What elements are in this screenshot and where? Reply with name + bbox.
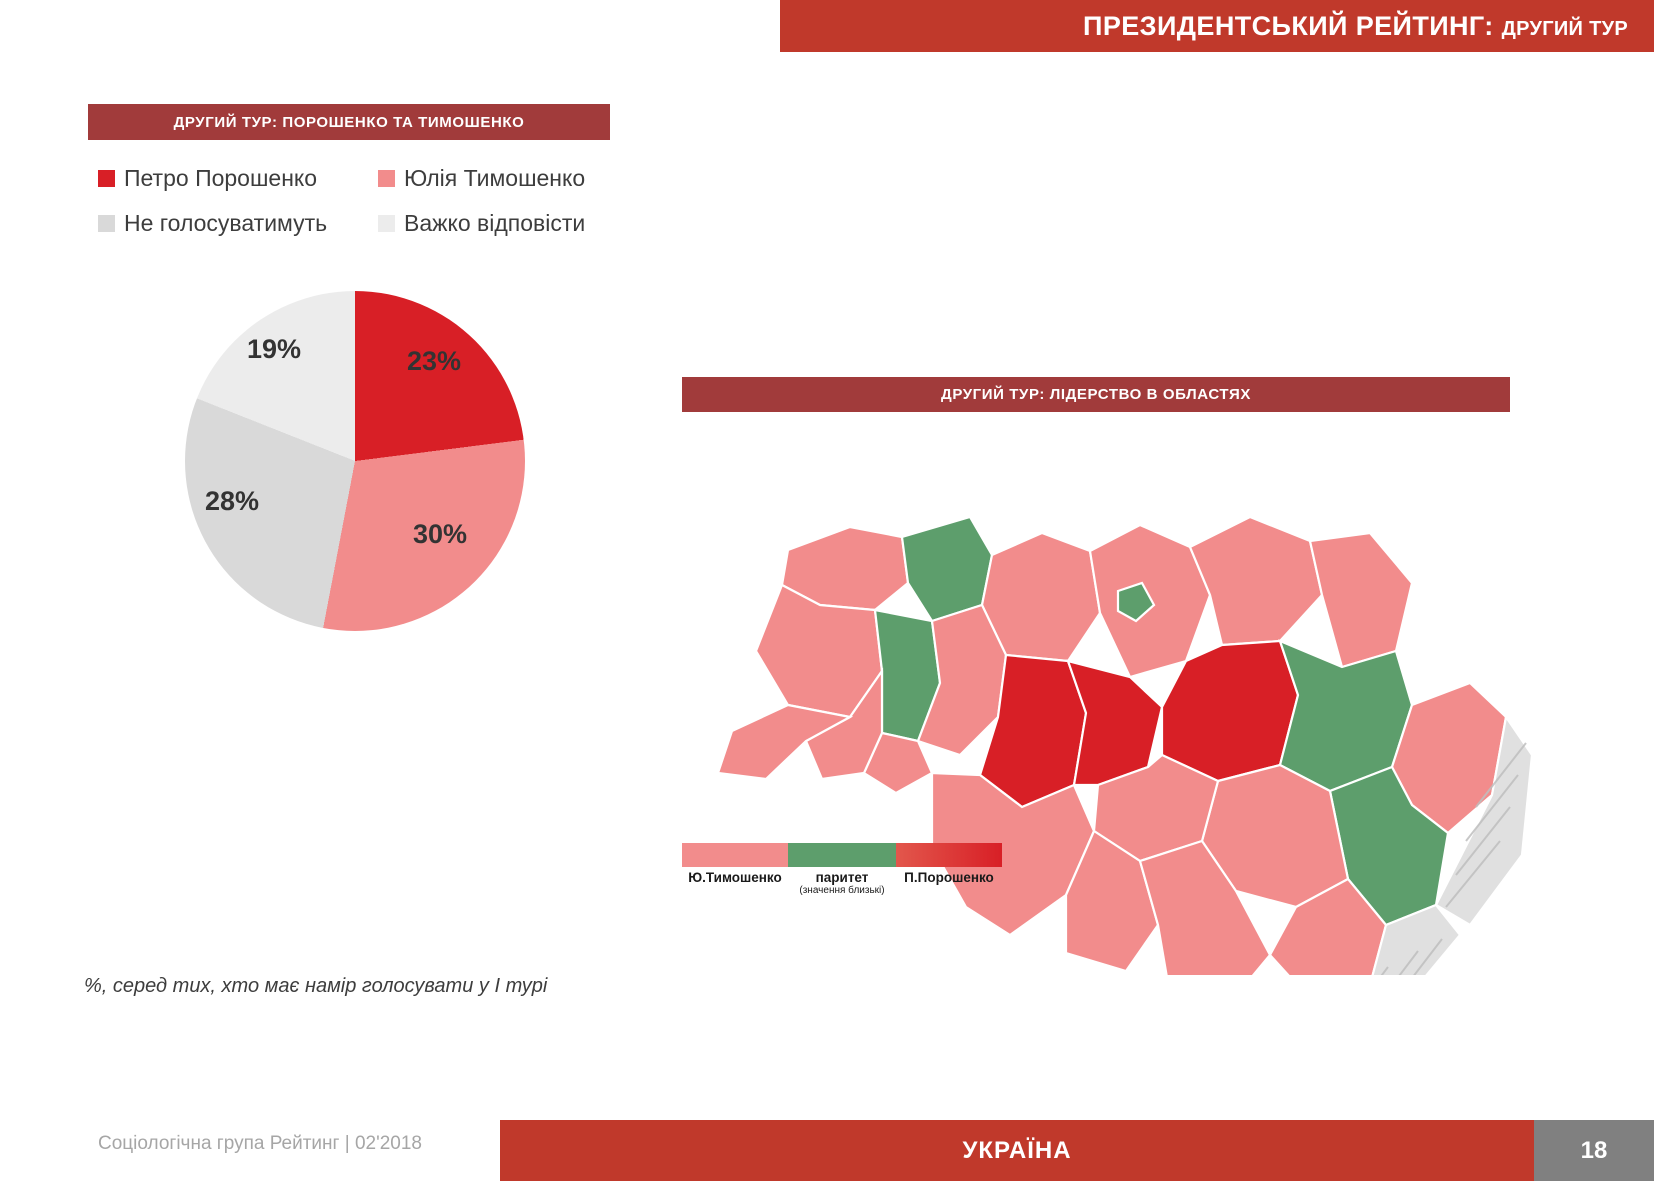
map-title: ДРУГИЙ ТУР: ЛІДЕРСТВО В ОБЛАСТЯХ	[941, 386, 1251, 403]
map-legend-label-tymoshenko: Ю.Тимошенко	[688, 870, 782, 885]
map-legend	[682, 843, 1002, 896]
legend-item-poroshenko	[98, 165, 378, 192]
chart-footnote: %, серед тих, хто має намір голосувати у I турі	[84, 975, 548, 997]
pie-chart	[185, 291, 525, 631]
legend-label-hard-to-say: Важко відповісти	[404, 210, 586, 236]
header-bar	[780, 0, 1654, 52]
pie-legend	[98, 165, 618, 237]
map-legend-bar	[682, 843, 1002, 867]
page-title-sub: ДРУГИЙ ТУР	[1501, 17, 1628, 40]
page-title	[1083, 11, 1628, 42]
map-legend-label-poroshenko: П.Порошенко	[904, 870, 994, 885]
footer-page-box	[1534, 1120, 1654, 1181]
page-title-main: ПРЕЗИДЕНТСЬКИЙ РЕЙТИНГ:	[1083, 10, 1494, 41]
legend-swatch-tymoshenko	[378, 170, 395, 187]
legend-label-poroshenko: Петро Порошенко	[124, 165, 318, 191]
legend-swatch-poroshenko	[98, 170, 115, 187]
map-title-bar	[682, 377, 1510, 412]
map-legend-swatch-tymoshenko	[682, 843, 788, 867]
map-legend-label-parity-sub: (значення близькі)	[799, 885, 885, 896]
footer-source: Соціологічна група Рейтинг | 02'2018	[98, 1133, 422, 1154]
legend-item-not-voting	[98, 210, 378, 237]
pie-chart-title: ДРУГИЙ ТУР: ПОРОШЕНКО ТА ТИМОШЕНКО	[173, 113, 525, 131]
footer-country: УКРАЇНА	[962, 1136, 1072, 1164]
legend-item-tymoshenko	[378, 165, 618, 192]
ukraine-map	[670, 455, 1550, 975]
legend-label-tymoshenko: Юлія Тимошенко	[404, 165, 586, 191]
footer-bar	[500, 1120, 1534, 1181]
map-legend-swatch-parity	[788, 843, 896, 867]
legend-swatch-not-voting	[98, 215, 115, 232]
pie-label-hard-to-say: 19%	[247, 334, 302, 364]
map-legend-swatch-poroshenko	[896, 843, 1002, 867]
map-legend-labels	[682, 870, 1002, 896]
pie-label-tymoshenko: 30%	[413, 519, 468, 549]
pie-label-poroshenko: 23%	[407, 346, 462, 376]
pie-chart-title-bar	[88, 104, 610, 140]
legend-item-hard-to-say	[378, 210, 618, 237]
legend-swatch-hard-to-say	[378, 215, 395, 232]
map-legend-label-parity	[788, 870, 896, 896]
region-sumy	[1310, 533, 1412, 667]
pie-circle	[185, 291, 525, 631]
pie-label-not-voting: 28%	[205, 486, 260, 516]
region-chernihiv	[1190, 517, 1322, 645]
footer-page-number: 18	[1580, 1136, 1608, 1164]
legend-label-not-voting: Не голосуватимуть	[124, 210, 328, 236]
map-legend-label-parity-text: паритет	[815, 870, 869, 885]
